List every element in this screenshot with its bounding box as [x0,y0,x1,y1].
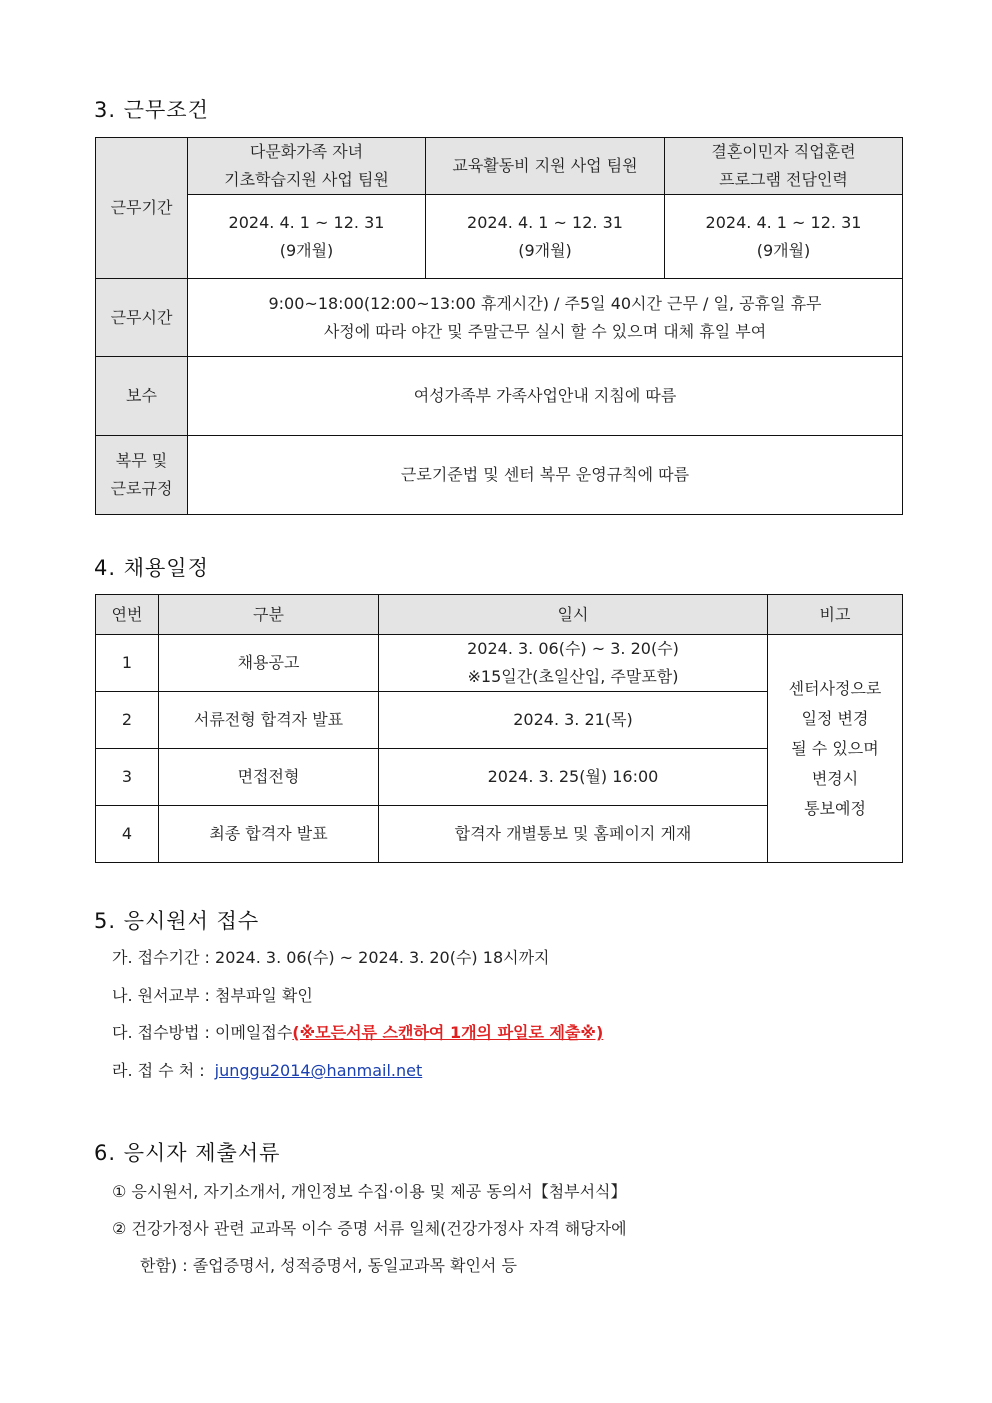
table-row: 4 최종 합격자 발표 합격자 개별통보 및 홈페이지 게재 [96,806,903,863]
section-6-title: 6. 응시자 제출서류 [94,1141,281,1165]
team-header-1: 다문화가족 자녀 기초학습지원 사업 팀원 [188,138,426,195]
header-note: 비고 [768,595,903,635]
document-item-2-cont: 한함) : 졸업증명서, 성적증명서, 동일교과목 확인서 등 [140,1256,517,1275]
row-label-period: 근무기간 [96,138,188,279]
work-hours: 9:00~18:00(12:00~13:00 휴게시간) / 주5일 40시간 근무 / 일, 공휴일 휴무 사정에 따라 야간 및 주말근무 실시 할 수 있으며 대체 휴일 부여 [188,279,903,357]
header-date: 일시 [379,595,768,635]
table-row: 1 채용공고 2024. 3. 06(수) ~ 3. 20(수) ※15일간(초일산입, 주말포함) 센터사정으로 일정 변경 될 수 있으며 변경시 통보예정 [96,635,903,692]
schedule-table [95,594,903,863]
section-5-title: 5. 응시원서 접수 [94,909,260,933]
row-label-pay: 보수 [96,357,188,436]
section-3-title: 3. 근무조건 [94,98,209,122]
email-link[interactable]: junggu2014@hanmail.net [214,1061,423,1080]
application-form: 나. 원서교부 : 첨부파일 확인 [112,986,313,1005]
document-item-1: ① 응시원서, 자기소개서, 개인정보 수집·이용 및 제공 동의서【첨부서식】 [112,1182,627,1201]
schedule-note: 센터사정으로 일정 변경 될 수 있으며 변경시 통보예정 [768,635,903,863]
rules-value: 근로기준법 및 센터 복무 운영규칙에 따름 [188,436,903,515]
row-label-hours: 근무시간 [96,279,188,357]
team-header-2: 교육활동비 지원 사업 팀원 [426,138,665,195]
document-item-2: ② 건강가정사 관련 교과목 이수 증명 서류 일체(건강가정사 자격 해당자에 [112,1219,627,1238]
team-period-1: 2024. 4. 1 ~ 12. 31 (9개월) [188,195,426,279]
pay-value: 여성가족부 가족사업안내 지침에 따름 [188,357,903,436]
row-label-rules: 복무 및 근로규정 [96,436,188,515]
application-destination: 라. 접 수 처 : junggu2014@hanmail.net [112,1061,423,1080]
team-period-2: 2024. 4. 1 ~ 12. 31 (9개월) [426,195,665,279]
header-type: 구분 [159,595,379,635]
header-no: 연번 [96,595,159,635]
table-row: 3 면접전형 2024. 3. 25(월) 16:00 [96,749,903,806]
table-row: 2 서류전형 합격자 발표 2024. 3. 21(목) [96,692,903,749]
work-conditions-table [95,137,903,515]
team-header-3: 결혼이민자 직업훈련 프로그램 전담인력 [665,138,903,195]
submission-notice: (※모든서류 스캔하여 1개의 파일로 제출※) [292,1023,604,1042]
team-period-3: 2024. 4. 1 ~ 12. 31 (9개월) [665,195,903,279]
section-4-title: 4. 채용일정 [94,556,209,580]
application-method: 다. 접수방법 : 이메일접수(※모든서류 스캔하여 1개의 파일로 제출※) [112,1023,604,1042]
application-period: 가. 접수기간 : 2024. 3. 06(수) ~ 2024. 3. 20(수) 18시까지 [112,948,550,967]
